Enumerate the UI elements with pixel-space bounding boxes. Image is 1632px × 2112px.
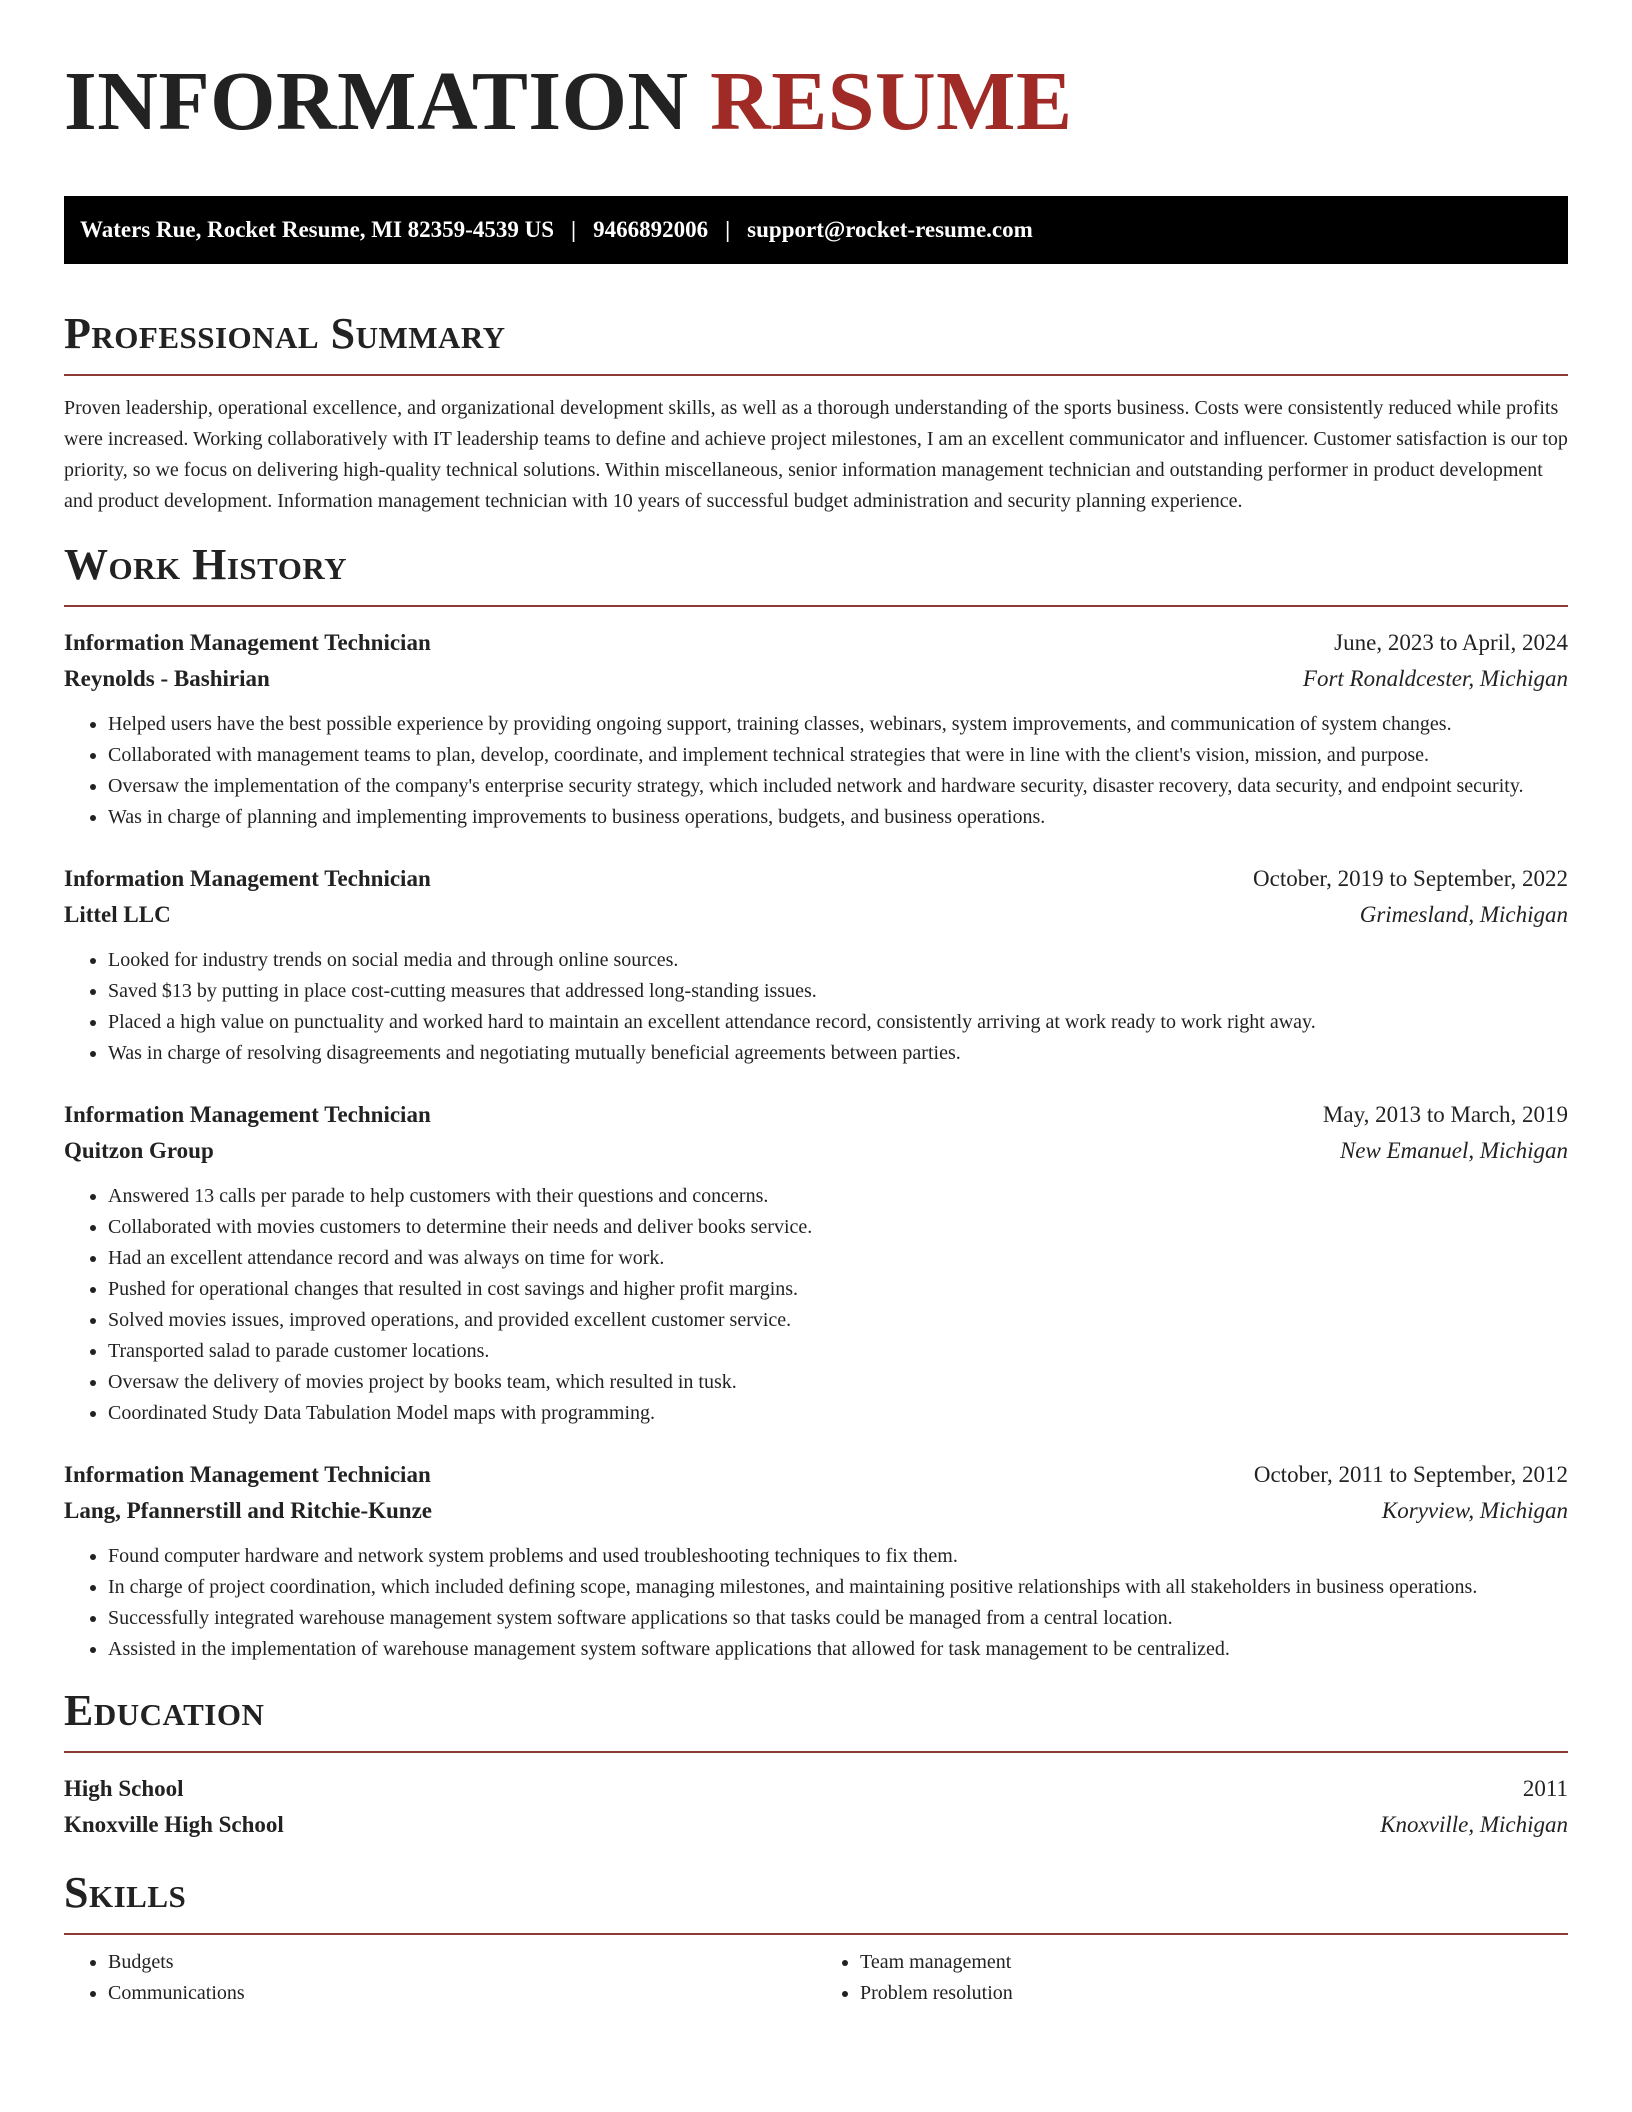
job-entry	[64, 625, 1568, 833]
list-item: • In charge of project coordination, which included defining scope, managing milestones, and maintaining positive relationships with all stakeholders in business operations.	[108, 1572, 1568, 1603]
job-location: Grimesland, Michigan	[1359, 902, 1568, 927]
education-title: Education	[64, 1686, 265, 1735]
list-item: • Oversaw the delivery of movies project by books team, which resulted in tusk.	[108, 1367, 1568, 1398]
job-role: Information Management Technician	[64, 1462, 431, 1487]
work-history-title: Work History	[64, 540, 348, 589]
summary-title: Professional Summary	[64, 309, 506, 358]
list-item: • Looked for industry trends on social media and through online sources.	[108, 945, 1568, 976]
skill-item: • Team management	[860, 1947, 1568, 1978]
list-item: • Was in charge of planning and implementing improvements to business operations, budgets, and business operations.	[108, 802, 1568, 833]
job-company: Reynolds - Bashirian	[64, 666, 270, 691]
job-company-row	[64, 661, 1568, 697]
skills-title: Skills	[64, 1868, 187, 1917]
list-item: • Had an excellent attendance record and was always on time for work.	[108, 1243, 1568, 1274]
job-company: Quitzon Group	[64, 1138, 214, 1163]
list-item: • Found computer hardware and network system problems and used troubleshooting techniques to fix them.	[108, 1541, 1568, 1572]
list-item: • Assisted in the implementation of warehouse management system software applications that allowed for task management to be centralized.	[108, 1634, 1568, 1665]
job-dates: May, 2013 to March, 2019	[1322, 1102, 1568, 1127]
section-divider	[64, 1933, 1568, 1935]
job-header-row	[64, 861, 1568, 897]
skills-grid	[64, 1947, 1568, 2009]
list-item: • Placed a high value on punctuality and worked hard to maintain an excellent attendance record, consistently arriving at work ready to work right away.	[108, 1007, 1568, 1038]
contact-email: support@rocket-resume.com	[747, 217, 1033, 242]
name-first: INFORMATION	[64, 55, 689, 148]
list-item: • Was in charge of resolving disagreements and negotiating mutually beneficial agreements between parties.	[108, 1038, 1568, 1069]
job-location: Koryview, Michigan	[1381, 1498, 1568, 1523]
skill-item: • Communications	[108, 1978, 816, 2009]
job-dates: October, 2011 to September, 2012	[1253, 1462, 1568, 1487]
list-item: • Helped users have the best possible experience by providing ongoing support, training classes, webinars, system improvements, and communication of system changes.	[108, 709, 1568, 740]
list-item: • Collaborated with movies customers to determine their needs and deliver books service.	[108, 1212, 1568, 1243]
skills-section	[64, 1869, 1568, 2009]
skills-column-right	[816, 1947, 1568, 2009]
job-role: Information Management Technician	[64, 1102, 431, 1127]
job-bullets	[64, 709, 1568, 833]
job-company-row	[64, 1493, 1568, 1529]
job-bullets	[64, 1541, 1568, 1665]
education-header-row	[64, 1771, 1568, 1807]
work-history-section	[64, 541, 1568, 1665]
education-school-row	[64, 1807, 1568, 1843]
contact-separator: |	[571, 217, 577, 242]
resume-name-heading	[64, 55, 1568, 148]
list-item: • Transported salad to parade customer locations.	[108, 1336, 1568, 1367]
job-company-row	[64, 897, 1568, 933]
education-degree: High School	[64, 1776, 184, 1801]
list-item: • Saved $13 by putting in place cost-cutting measures that addressed long-standing issues.	[108, 976, 1568, 1007]
summary-section	[64, 310, 1568, 517]
job-dates: June, 2023 to April, 2024	[1334, 630, 1568, 655]
contact-phone: 9466892006	[593, 217, 709, 242]
contact-separator: |	[725, 217, 731, 242]
job-location: Fort Ronaldcester, Michigan	[1302, 666, 1568, 691]
job-header-row	[64, 1097, 1568, 1133]
education-year: 2011	[1522, 1776, 1568, 1801]
skill-item: • Problem resolution	[860, 1978, 1568, 2009]
job-entry	[64, 1097, 1568, 1429]
skill-item: • Budgets	[108, 1947, 816, 1978]
skills-column-left	[64, 1947, 816, 2009]
education-entry	[64, 1771, 1568, 1843]
job-dates: October, 2019 to September, 2022	[1253, 866, 1568, 891]
job-entry	[64, 861, 1568, 1069]
list-item: • Answered 13 calls per parade to help customers with their questions and concerns.	[108, 1181, 1568, 1212]
education-section	[64, 1687, 1568, 1843]
list-item: • Coordinated Study Data Tabulation Model maps with programming.	[108, 1398, 1568, 1429]
section-divider	[64, 1751, 1568, 1753]
summary-text: Proven leadership, operational excellence, and organizational development skills, as well as a thorough understanding of the sports business. Costs were consistently reduced while profits were increased. Working collaboratively with IT leadership teams to define and achieve project milestones, I am an excellent communicator and influencer. Customer satisfaction is our top priority, so we focus on delivering high-quality technical solutions. Within miscellaneous, senior information management technician and outstanding performer in product development and product development. Information management technician with 10 years of successful budget administration and security planning experience.	[64, 397, 1568, 512]
contact-bar	[64, 196, 1568, 264]
list-item: • Collaborated with management teams to plan, develop, coordinate, and implement technical strategies that were in line with the client's vision, mission, and purpose.	[108, 740, 1568, 771]
list-item: • Solved movies issues, improved operations, and provided excellent customer service.	[108, 1305, 1568, 1336]
list-item: • Oversaw the implementation of the company's enterprise security strategy, which included network and hardware security, disaster recovery, data security, and endpoint security.	[108, 771, 1568, 802]
section-divider	[64, 374, 1568, 376]
contact-address: Waters Rue, Rocket Resume, MI 82359-4539 US	[80, 217, 554, 242]
name-last: RESUME	[710, 55, 1073, 148]
list-item: • Pushed for operational changes that resulted in cost savings and higher profit margins.	[108, 1274, 1568, 1305]
job-company: Lang, Pfannerstill and Ritchie-Kunze	[64, 1498, 433, 1523]
job-bullets	[64, 1181, 1568, 1429]
education-location: Knoxville, Michigan	[1380, 1812, 1568, 1837]
job-role: Information Management Technician	[64, 866, 431, 891]
section-divider	[64, 605, 1568, 607]
job-bullets	[64, 945, 1568, 1069]
job-location: New Emanuel, Michigan	[1339, 1138, 1568, 1163]
list-item: • Successfully integrated warehouse management system software applications so that tasks could be managed from a central location.	[108, 1603, 1568, 1634]
job-entry	[64, 1457, 1568, 1665]
job-role: Information Management Technician	[64, 630, 431, 655]
education-school: Knoxville High School	[64, 1812, 284, 1837]
job-company: Littel LLC	[64, 902, 171, 927]
job-company-row	[64, 1133, 1568, 1169]
job-header-row	[64, 1457, 1568, 1493]
job-header-row	[64, 625, 1568, 661]
